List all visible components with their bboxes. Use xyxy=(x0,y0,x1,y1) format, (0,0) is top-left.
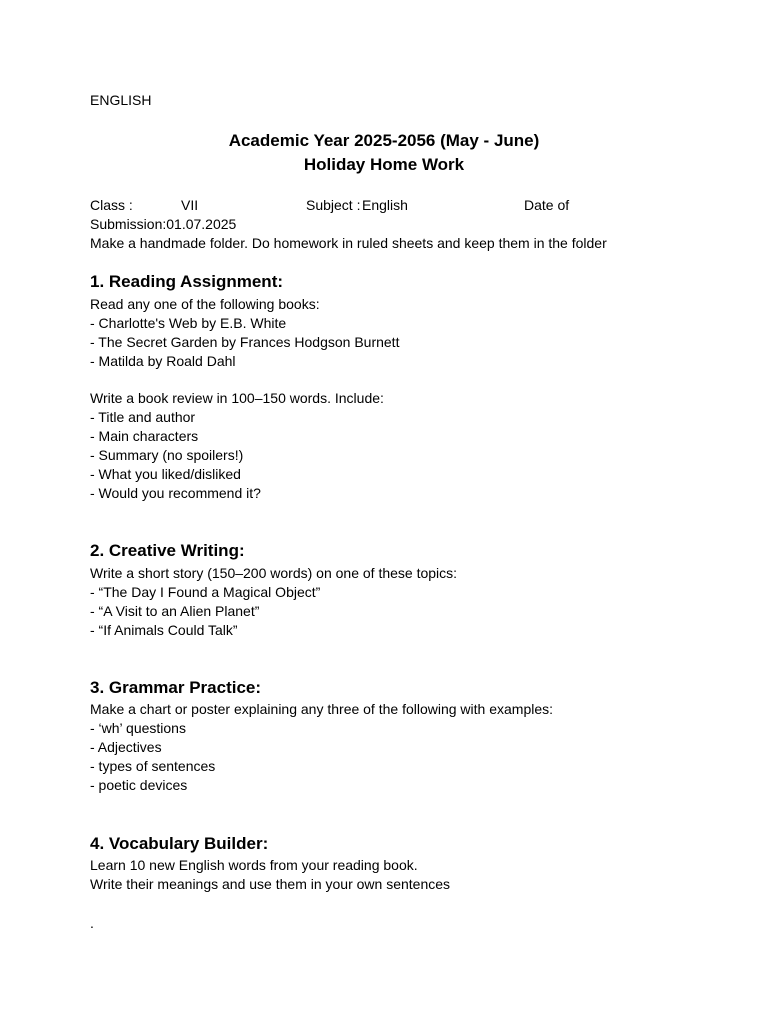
title-line-2: Holiday Home Work xyxy=(303,155,465,174)
list-item: Write a short story (150–200 words) on one of these topics: xyxy=(90,565,458,581)
subject-label: Subject : xyxy=(306,197,361,213)
list-item: - Charlotte's Web by E.B. White xyxy=(90,315,287,331)
list-item: - Summary (no spoilers!) xyxy=(90,447,244,463)
list-item: - ‘wh’ questions xyxy=(90,720,186,736)
list-item: - Matilda by Roald Dahl xyxy=(90,353,236,369)
title-line-1: Academic Year 2025-2056 (May - June) xyxy=(228,131,540,150)
section-heading-grammar: 3. Grammar Practice: xyxy=(90,678,262,697)
list-item: - “The Day I Found a Magical Object” xyxy=(90,584,321,600)
creative-topic-list xyxy=(90,564,457,640)
list-item: - Main characters xyxy=(90,428,199,444)
section-heading-creative: 2. Creative Writing: xyxy=(90,541,245,560)
list-item: - Would you recommend it? xyxy=(90,485,261,501)
section-heading-reading: 1. Reading Assignment: xyxy=(90,272,284,291)
list-item: - What you liked/disliked xyxy=(90,466,241,482)
list-item: Make a chart or poster explaining any three of the following with examples: xyxy=(90,701,554,717)
list-item: - types of sentences xyxy=(90,758,216,774)
class-value: VII xyxy=(181,197,199,213)
section-heading-vocabulary: 4. Vocabulary Builder: xyxy=(90,834,269,853)
submission-date: Submission:01.07.2025 xyxy=(90,216,237,232)
book-review-list xyxy=(90,389,384,503)
folder-instruction: Make a handmade folder. Do homework in ruled sheets and keep them in the folder xyxy=(90,235,607,251)
reading-book-list xyxy=(90,295,399,371)
list-item: - The Secret Garden by Frances Hodgson Burnett xyxy=(90,334,400,350)
list-item: Write their meanings and use them in your own sentences xyxy=(90,876,451,892)
subject-tag: ENGLISH xyxy=(90,92,152,108)
subject-value: English xyxy=(362,197,408,213)
list-item: - poetic devices xyxy=(90,777,188,793)
list-item: - Adjectives xyxy=(90,739,162,755)
list-item: Learn 10 new English words from your reading book. xyxy=(90,857,418,873)
list-item: - Title and author xyxy=(90,409,196,425)
vocabulary-instructions xyxy=(90,856,450,894)
trailing-period: . xyxy=(90,915,94,931)
date-label: Date of xyxy=(524,197,570,213)
list-item: Read any one of the following books: xyxy=(90,296,320,312)
grammar-topic-list xyxy=(90,700,553,795)
list-item: - “A Visit to an Alien Planet” xyxy=(90,603,260,619)
list-item: Write a book review in 100–150 words. Include: xyxy=(90,390,384,406)
list-item: - “If Animals Could Talk” xyxy=(90,622,238,638)
class-label: Class : xyxy=(90,197,133,213)
